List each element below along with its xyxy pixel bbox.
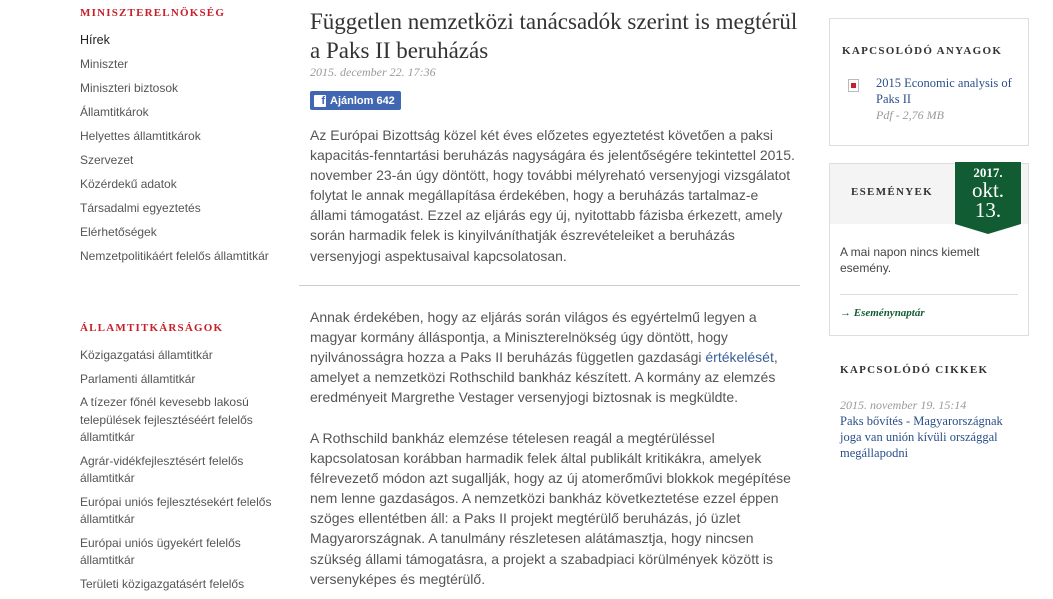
event-calendar-link[interactable]: → Eseménynaptár (840, 307, 925, 319)
events-box (829, 163, 1029, 336)
date-badge-day: 13. (974, 198, 1002, 222)
sidebar-item-organisation[interactable]: Szervezet (80, 153, 134, 167)
sidebar-item-deputy-state-secretaries[interactable]: Helyettes államtitkárok (80, 129, 201, 143)
evaluation-link[interactable]: értékelését (705, 349, 774, 366)
article-paragraph-2 (310, 307, 795, 407)
material-file-info: Pdf - 2,76 MB (876, 108, 944, 122)
article-paragraph-3: A Rothschild bankház elemzése tételesen reagál a megtérüléssel kapcsolatosan korábban harmadik felek által publikált kritikákra, amelyek félrevezető módon azt sugallják, hogy az új atomerőművi blokkok megépítése nem lenne gazdaságos. A nemzetközi bankház következtetése ezzel éppen szöges ellentétben áll: a Paks II projekt megtérülő beruházás, jó üzlet Magyarországnak. A tanulmány részletesen alátámasztja, hogy nincsen szükség állami támogatásra, a projekt a szabadpiaci körülmények között is versenyképes és megtérülő. (310, 430, 791, 587)
sidebar-item-national-policy-secretary[interactable]: Nemzetpolitikáért felelős államtitkár (80, 249, 269, 263)
related-articles-heading: KAPCSOLÓDÓ CIKKEK (840, 364, 989, 376)
sidebar-item-contacts[interactable]: Elérhetőségek (80, 225, 157, 239)
sidebar-item-public-data[interactable]: Közérdekű adatok (80, 177, 177, 191)
facebook-like-label: Ajánlom 642 (330, 94, 395, 107)
sidebar-heading-secretariats: ÁLLAMTITKÁRSÁGOK (80, 322, 224, 334)
sidebar-item-administrative-secretary[interactable]: Közigazgatási államtitkár (80, 348, 213, 362)
date-badge-year: 2017. (973, 165, 1003, 180)
facebook-like-button[interactable] (310, 91, 401, 110)
sidebar-item-eu-affairs-secretary[interactable]: Európai uniós ügyekért felelős államtitkár (80, 535, 241, 567)
article-paragraph-2-text-after: , amelyet a nemzetközi Rothschild bankház készített. A kormány az elemzés eredményeit Margrethe Vestager versenyjogi biztosnak is megküldte. (310, 349, 778, 406)
material-link[interactable]: 2015 Economic analysis of Paks II (876, 76, 1012, 106)
sidebar-item-eu-development-secretary[interactable]: Európai uniós fejlesztésekért felelős államtitkár (80, 494, 272, 526)
article-divider (299, 285, 800, 286)
article-title: Független nemzetközi tanácsadók szerint is megtérül a Paks II beruházás (310, 9, 798, 63)
article-paragraph-2-text-before: Annak érdekében, hogy az eljárás során világos és egyértelmű legyen a magyar kormány álláspontja, a Miniszterelnökség úgy döntött, hogy nyilvánosságra hozza a Paks II beruházás független gazdasági (310, 309, 757, 366)
sidebar-item-small-settlements-secretary[interactable]: A tízezer főnél kevesebb lakosú települések fejlesztéséért felelős államtitkár (80, 395, 253, 444)
related-materials-box (829, 18, 1029, 146)
related-materials-heading: KAPCSOLÓDÓ ANYAGOK (842, 45, 1003, 57)
sidebar-item-state-secretaries[interactable]: Államtitkárok (80, 105, 149, 119)
sidebar-item-parliamentary-secretary[interactable]: Parlamenti államtitkár (80, 371, 196, 386)
sidebar-item-news[interactable]: Hírek (80, 33, 110, 47)
related-article-date: 2015. november 19. 15:14 (840, 398, 967, 412)
events-heading: ESEMÉNYEK (851, 186, 933, 198)
sidebar-item-agriculture-secretary[interactable]: Agrár-vidékfejlesztésért felelős államtitkár (80, 453, 244, 485)
date-badge-month: okt. (971, 178, 1005, 202)
sidebar-item-public-consultation[interactable]: Társadalmi egyeztetés (80, 201, 201, 215)
sidebar-secretariats-list (80, 347, 280, 599)
related-article-link[interactable]: Paks bővítés - Magyarországnak joga van unión kívüli országgal megállapodni (840, 414, 1003, 460)
sidebar-heading-ministry: MINISZTERELNÖKSÉG (80, 7, 226, 19)
events-empty-text: A mai napon nincs kiemelt esemény. (840, 245, 980, 275)
article-date: 2015. december 22. 17:36 (310, 65, 436, 79)
pdf-icon (848, 79, 859, 92)
sidebar-item-territorial-admin-secretary[interactable]: Területi közigazgatásért felelős (80, 576, 245, 591)
facebook-icon: f (314, 95, 326, 107)
date-badge (955, 162, 1021, 224)
article-paragraph-1: Az Európai Bizottság közel két éves előzetes egyeztetést követően a paksi kapacitás-fenntartási beruházás nagyságára és jelentőségére tekintettel 2015. november 23-án úgy döntött, hogy további mélyreható versenyjogi vizsgálatot folytat le annak megállapítása érdekében, hogy a beruházás tartalmaz-e állami támogatást. Ezzel az eljárás egy új, nyitottabb fázisba érkezett, amely során harmadik felek is kinyilváníthatják észrevételeiket a beruházás versenyjogi aspektusaival kapcsolatosan. (310, 127, 795, 264)
sidebar-ministry-list (80, 32, 269, 272)
events-divider (840, 294, 1018, 295)
sidebar-item-minister[interactable]: Miniszter (80, 57, 129, 71)
sidebar-item-ministerial-commissioners[interactable]: Miniszteri biztosok (80, 81, 179, 95)
